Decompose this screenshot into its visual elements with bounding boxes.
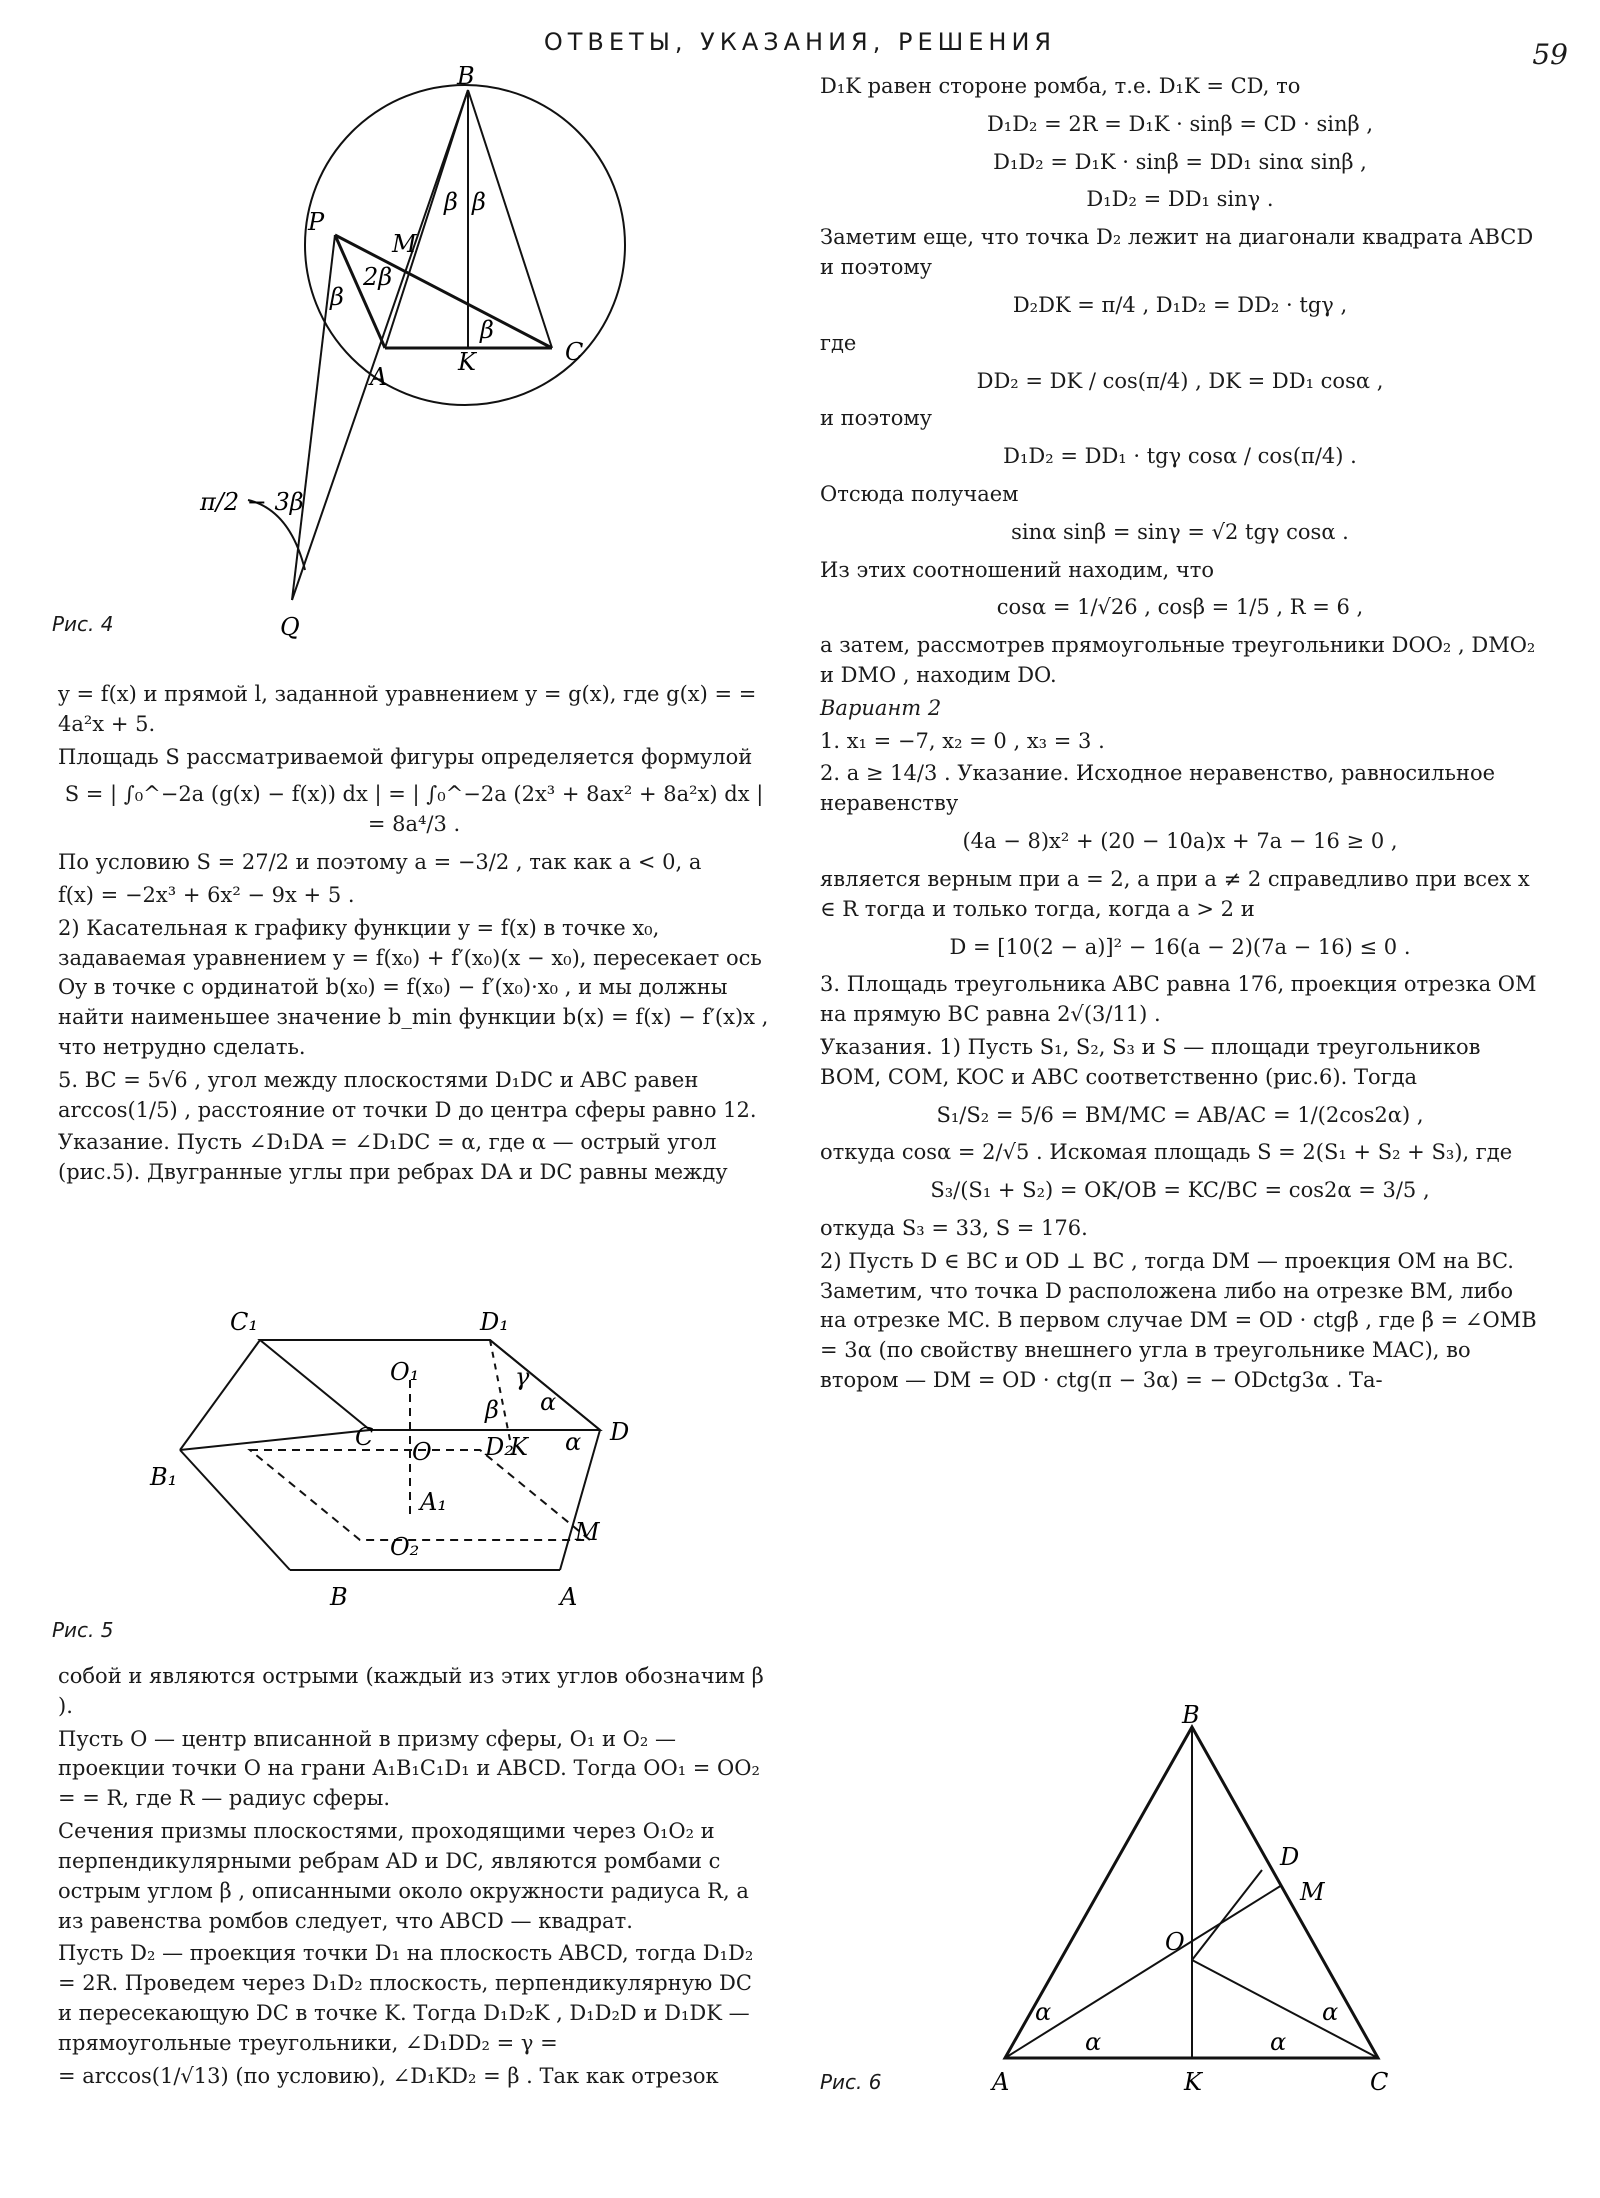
- fig6-label-C: C: [1370, 2068, 1389, 2096]
- right-paragraph: а затем, рассмотрев прямоугольные треугольники DOO₂ , DMO₂ и DMO , находим DO.: [820, 633, 1536, 687]
- right-formula: DD₂ = DK / cos(π/4) , DK = DD₁ cosα ,: [976, 368, 1384, 393]
- right-formula: (4a − 8)x² + (20 − 10a)x + 7a − 16 ≥ 0 ,: [962, 829, 1398, 854]
- fig4-label-2beta: 2β: [363, 263, 393, 291]
- left-paragraph: Пусть D₂ — проекция точки D₁ на плоскость ABCD, тогда D₁D₂ = 2R. Проведем через D₁D₂ плоскость, перпендикулярную DC и пересекающую DC в точке K. Тогда D₁D₂K , D₁D₂D и D₁DK — прямоугольные треугольники, ∠D₁DD₂ = γ =: [58, 1941, 754, 2055]
- left-formula: f(x) = −2x³ + 6x² − 9x + 5 .: [58, 882, 355, 907]
- fig4-segment-BQ: [292, 90, 468, 600]
- fig4-label-P: P: [308, 208, 325, 236]
- fig6-label-alpha-4: α: [1322, 1998, 1339, 2026]
- fig4-label-beta-3: β: [330, 283, 344, 311]
- fig5-label-O2: O₂: [390, 1533, 420, 1561]
- fig5-label-B1: B₁: [150, 1463, 178, 1491]
- fig5-label-D2: D₂: [485, 1433, 514, 1461]
- page-number: 59: [1532, 38, 1568, 71]
- fig5-label-K: K: [510, 1433, 528, 1461]
- right-paragraph: откуда cosα = 2/√5 . Искомая площадь S = 2(S₁ + S₂ + S₃), где: [820, 1140, 1513, 1165]
- fig6-label-D: D: [1280, 1843, 1300, 1871]
- right-formula: S₁/S₂ = 5/6 = BM/MC = AB/AC = 1/(2cos2α) ,: [936, 1102, 1424, 1127]
- right-paragraph: и поэтому: [820, 406, 933, 431]
- right-paragraph: 2) Пусть D ∈ BC и OD ⊥ BC , тогда DM — проекция OM на BC. Заметим, что точка D расположена либо на отрезке BM, либо на отрезке MC. В первом случае DM = OD · ctgβ , где β = ∠OMB = 3α (по свойству внешнего угла в треугольнике MAC), во втором — DM = OD · ctg(π − 3α) = − ODctg3α . Та-: [820, 1248, 1537, 1393]
- fig6-segment-AM: [1005, 1885, 1282, 2058]
- right-paragraph: 3. Площадь треугольника ABC равна 176, проекция отрезка OM на прямую BC равна 2√(3/11) .: [820, 972, 1537, 1027]
- right-formula: cosα = 1/√26 , cosβ = 1/5 , R = 6 ,: [996, 595, 1364, 620]
- left-paragraph: y = f(x) и прямой l, заданной уравнением y = g(x), где g(x) = = 4a²x + 5.: [58, 682, 757, 736]
- fig4-caption: Рис. 4: [52, 612, 114, 636]
- fig5-label-gamma: γ: [515, 1363, 530, 1391]
- right-formula: D₁D₂ = DD₁ sinγ .: [1086, 187, 1274, 212]
- left-paragraph: 5. BC = 5√6 , угол между плоскостями D₁DC и ABC равен arccos(1/5) , расстояние от точки D до центра сферы равно 12.: [58, 1067, 757, 1122]
- right-paragraph: 2. a ≥ 14/3 . Указание. Исходное неравенство, равносильное неравенству: [820, 761, 1496, 816]
- right-formula: S₃/(S₁ + S₂) = OK/OB = KC/BC = cos2α = 3/5 ,: [930, 1178, 1430, 1203]
- left-paragraph: Площадь S рассматриваемой фигуры определяется формулой: [58, 744, 753, 769]
- fig5-edge: [180, 1430, 370, 1450]
- fig5-edge: [180, 1340, 260, 1450]
- right-formula: D₁D₂ = D₁K · sinβ = DD₁ sinα sinβ ,: [993, 149, 1367, 174]
- right-paragraph: Указания. 1) Пусть S₁, S₂, S₃ и S — площади треугольников BOM, COM, KOC и ABC соответственно (рис.6). Тогда: [820, 1034, 1481, 1089]
- fig4-label-C: C: [565, 338, 584, 366]
- fig5-label-M: M: [575, 1518, 600, 1546]
- variant-heading: Вариант 2: [820, 695, 942, 720]
- left-paragraph: = arccos(1/√13) (по условию), ∠D₁KD₂ = β . Так как отрезок: [58, 2063, 719, 2088]
- left-paragraph: Пусть O — центр вписанной в призму сферы, O₁ и O₂ — проекции точки O на грани A₁B₁C₁D₁ и ABCD. Тогда OO₁ = OO₂ = = R, где R — радиус сферы.: [58, 1726, 760, 1811]
- fig6-segment-OD: [1192, 1870, 1262, 1960]
- right-paragraph: где: [820, 330, 857, 355]
- figure-4: [180, 62, 640, 641]
- right-paragraph: Отсюда получаем: [820, 481, 1019, 506]
- right-paragraph: является верным при a = 2, а при a ≠ 2 справедливо при всех x ∈ R тогда и только тогда, когда a > 2 и: [820, 866, 1530, 921]
- fig6-caption: Рис. 6: [820, 2070, 882, 2094]
- fig6-label-B: B: [1182, 1701, 1200, 1729]
- fig4-label-beta-2: β: [472, 188, 486, 216]
- fig5-label-alpha-1: α: [540, 1388, 557, 1416]
- fig5-label-beta: β: [485, 1396, 499, 1424]
- fig4-segment-PQ: [292, 235, 335, 600]
- fig6-label-alpha-1: α: [1035, 1998, 1052, 2026]
- fig4-segment-PC: [335, 235, 552, 348]
- fig5-edge: [490, 1340, 600, 1430]
- fig6-label-alpha-2: α: [1085, 2028, 1102, 2056]
- fig4-label-M: M: [392, 230, 417, 258]
- fig5-label-D: D: [610, 1418, 630, 1446]
- left-column-top: [58, 680, 770, 1191]
- right-formula: D₂DK = π/4 , D₁D₂ = DD₂ · tgγ ,: [1012, 292, 1348, 317]
- fig5-label-C: C: [355, 1423, 374, 1451]
- fig4-label-B: B: [457, 62, 475, 90]
- right-formula: D₁D₂ = DD₁ · tgγ cosα / cos(π/4) .: [1003, 444, 1357, 469]
- figure-5: [150, 1300, 660, 1630]
- left-paragraph: 2) Касательная к графику функции y = f(x) в точке x₀, задаваемая уравнением y = f(x₀) + f′(x₀)(x − x₀), пересекает ось Oy в точке с ординатой b(x₀) = f(x₀) − f′(x₀)·x₀ , и мы должны найти наименьшее значение b_min функции b(x) = f(x) − f′(x)x , что нетрудно сделать.: [58, 915, 769, 1059]
- fig4-label-Q: Q: [280, 613, 300, 641]
- figure-6: [992, 1701, 1410, 2096]
- fig6-label-O: O: [1165, 1928, 1185, 1956]
- right-column: [820, 72, 1540, 1399]
- fig6-label-K: K: [1184, 2068, 1202, 2096]
- fig4-label-K: K: [458, 348, 476, 376]
- fig6-label-alpha-3: α: [1270, 2028, 1287, 2056]
- left-paragraph: По условию S = 27/2 и поэтому a = −3/2 , так как a < 0, а: [58, 850, 702, 875]
- fig5-label-D1: D₁: [480, 1308, 509, 1336]
- right-paragraph: откуда S₃ = 33, S = 176.: [820, 1216, 1088, 1240]
- fig5-label-O: O: [412, 1438, 432, 1466]
- running-header: ОТВЕТЫ, УКАЗАНИЯ, РЕШЕНИЯ: [543, 28, 1057, 56]
- fig5-top-face: [260, 1340, 600, 1430]
- fig5-label-O1: O₁: [390, 1358, 420, 1386]
- fig5-label-B: B: [330, 1583, 348, 1611]
- left-column-bottom: [58, 1662, 770, 2094]
- right-paragraph: Заметим еще, что точка D₂ лежит на диагонали квадрата ABCD и поэтому: [820, 225, 1534, 280]
- fig4-label-beta-1: β: [444, 188, 458, 216]
- right-formula: D = [10(2 − a)]² − 16(a − 2)(7a − 16) ≤ 0 .: [949, 934, 1411, 959]
- right-paragraph: 1. x₁ = −7, x₂ = 0 , x₃ = 3 .: [820, 728, 1105, 753]
- fig5-label-A: A: [560, 1583, 578, 1611]
- left-paragraph: Указание. Пусть ∠D₁DA = ∠D₁DC = α, где α — острый угол (рис.5). Двугранные углы при ребрах DA и DC равны между: [58, 1130, 728, 1185]
- right-formula: sinα sinβ = sinγ = √2 tgγ cosα .: [1011, 519, 1349, 544]
- fig6-label-A: A: [992, 2068, 1010, 2096]
- fig4-label-angle: π/2 − 3β: [200, 488, 304, 516]
- fig5-label-A1: A₁: [420, 1488, 447, 1516]
- fig4-label-beta-4: β: [480, 316, 494, 344]
- left-paragraph: собой и являются острыми (каждый из этих углов обозначим β ).: [58, 1664, 764, 1718]
- left-paragraph: Сечения призмы плоскостями, проходящими через O₁O₂ и перпендикулярными ребрам AD и DC, являются ромбами с острым углом β , описанными около окружности радиуса R, а из равенства ромбов следует, что ABCD — квадрат.: [58, 1819, 749, 1933]
- fig5-label-C1: C₁: [230, 1308, 258, 1336]
- right-formula: D₁D₂ = 2R = D₁K · sinβ = CD · sinβ ,: [986, 111, 1374, 136]
- right-paragraph: Из этих соотношений находим, что: [820, 557, 1215, 582]
- fig5-caption: Рис. 5: [52, 1618, 114, 1642]
- fig4-label-A: A: [370, 363, 388, 391]
- fig6-label-M: M: [1300, 1878, 1325, 1906]
- fig5-label-alpha-2: α: [565, 1428, 582, 1456]
- right-paragraph: D₁K равен стороне ромба, т.е. D₁K = CD, то: [820, 74, 1301, 98]
- left-formula: S = | ∫₀^−2a (g(x) − f(x)) dx | = | ∫₀^−2a (2x³ + 8ax² + 8a²x) dx | = 8a⁴/3 .: [64, 782, 764, 837]
